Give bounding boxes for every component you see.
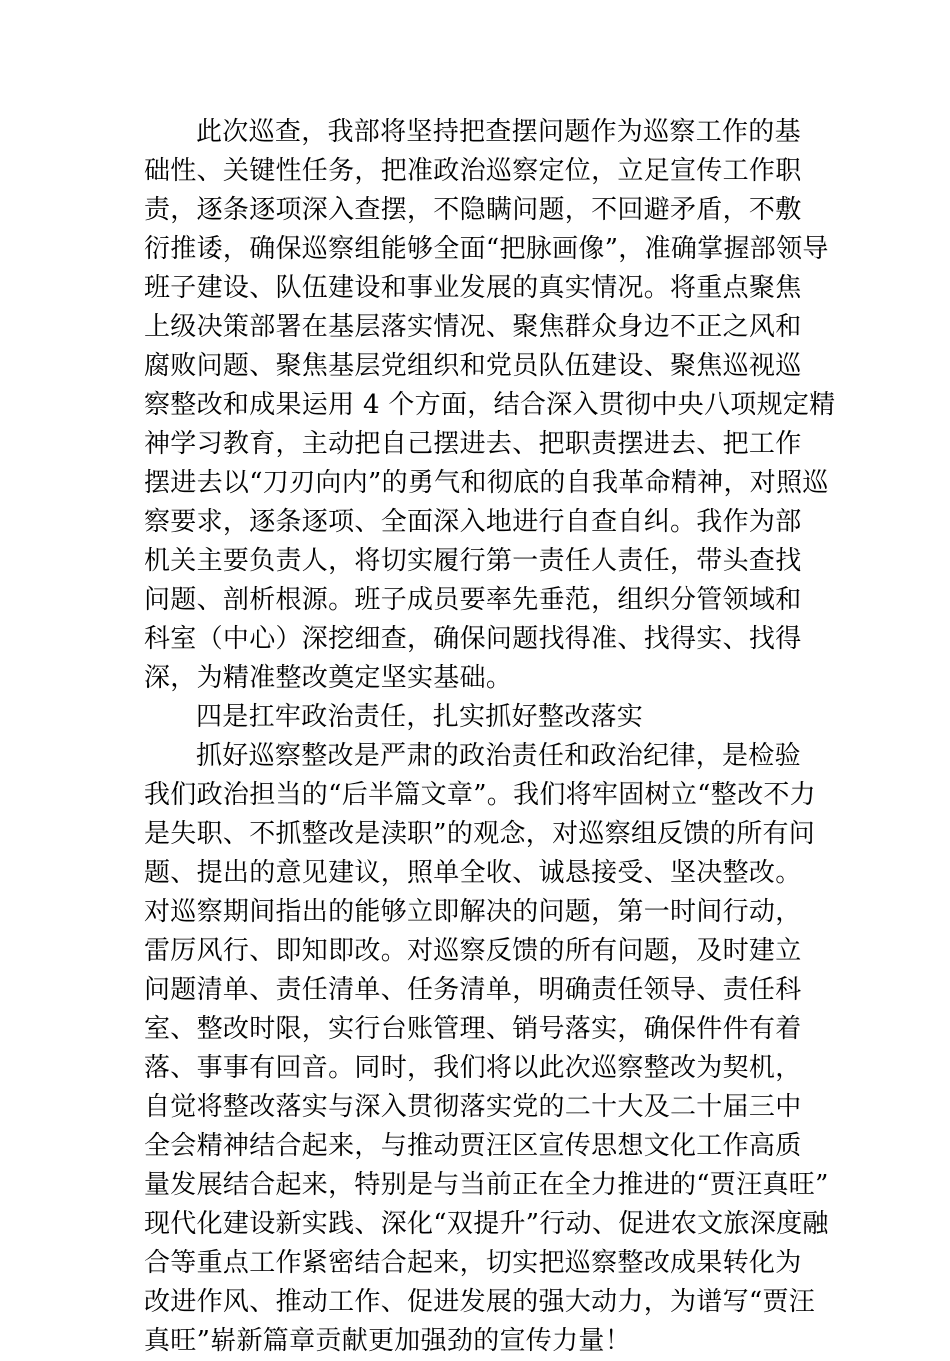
text-line: 现代化建设新实践、深化“双提升”行动、促进农文旅深度融	[144, 1209, 829, 1239]
text-line: 腐败问题、聚焦基层党组织和党员队伍建设、聚焦巡视巡	[144, 351, 802, 381]
text-line: 深，为精准整改奠定坚实基础。	[144, 663, 513, 693]
text-line: 察整改和成果运用 4 个方面，结合深入贯彻中央八项规定精	[144, 390, 836, 420]
body-text	[144, 113, 836, 1361]
text-line: 础性、关键性任务，把准政治巡察定位，立足宣传工作职	[144, 156, 802, 186]
text-line: 问题、剖析根源。班子成员要率先垂范，组织分管领域和	[144, 585, 802, 615]
text-line: 真旺”崭新篇章贡献更加强劲的宣传力量！	[144, 1326, 631, 1356]
text-line: 是失职、不抓整改是渎职”的观念，对巡察组反馈的所有问	[144, 819, 816, 849]
text-line: 科室（中心）深挖细查，确保问题找得准、找得实、找得	[144, 624, 802, 654]
section-heading: 四是扛牢政治责任，扎实抓好整改落实	[196, 702, 644, 732]
text-line: 我们政治担当的“后半篇文章”。我们将牢固树立“整改不力	[144, 780, 816, 810]
text-line: 班子建设、队伍建设和事业发展的真实情况。将重点聚焦	[144, 273, 802, 303]
text-line: 量发展结合起来，特别是与当前正在全力推进的“贾汪真旺”	[144, 1170, 829, 1200]
text-line: 神学习教育，主动把自己摆进去、把职责摆进去、把工作	[144, 429, 802, 459]
text-line: 责，逐条逐项深入查摆，不隐瞒问题，不回避矛盾，不敷	[144, 195, 802, 225]
text-line: 题、提出的意见建议，照单全收、诚恳接受、坚决整改。	[144, 858, 802, 888]
text-line: 全会精神结合起来，与推动贾汪区宣传思想文化工作高质	[144, 1131, 802, 1161]
text-line: 此次巡查，我部将坚持把查摆问题作为巡察工作的基	[196, 117, 801, 147]
text-line: 对巡察期间指出的能够立即解决的问题，第一时间行动，	[144, 897, 802, 927]
text-line: 衍推诿，确保巡察组能够全面“把脉画像”，准确掌握部领导	[144, 234, 829, 264]
text-line: 机关主要负责人，将切实履行第一责任人责任，带头查找	[144, 546, 802, 576]
text-line: 改进作风、推动工作、促进发展的强大动力，为谱写“贾汪	[144, 1287, 816, 1317]
text-line: 上级决策部署在基层落实情况、聚焦群众身边不正之风和	[144, 312, 802, 342]
text-line: 合等重点工作紧密结合起来，切实把巡察整改成果转化为	[144, 1248, 802, 1278]
text-line: 察要求，逐条逐项、全面深入地进行自查自纠。我作为部	[144, 507, 802, 537]
text-line: 雷厉风行、即知即改。对巡察反馈的所有问题，及时建立	[144, 936, 802, 966]
text-line: 室、整改时限，实行台账管理、销号落实，确保件件有着	[144, 1014, 802, 1044]
text-line: 抓好巡察整改是严肃的政治责任和政治纪律，是检验	[196, 741, 801, 771]
text-line: 自觉将整改落实与深入贯彻落实党的二十大及二十届三中	[144, 1092, 802, 1122]
text-line: 问题清单、责任清单、任务清单，明确责任领导、责任科	[144, 975, 802, 1005]
text-line: 摆进去以“刀刃向内”的勇气和彻底的自我革命精神，对照巡	[144, 468, 829, 498]
text-line: 落、事事有回音。同时，我们将以此次巡察整改为契机，	[144, 1053, 802, 1083]
